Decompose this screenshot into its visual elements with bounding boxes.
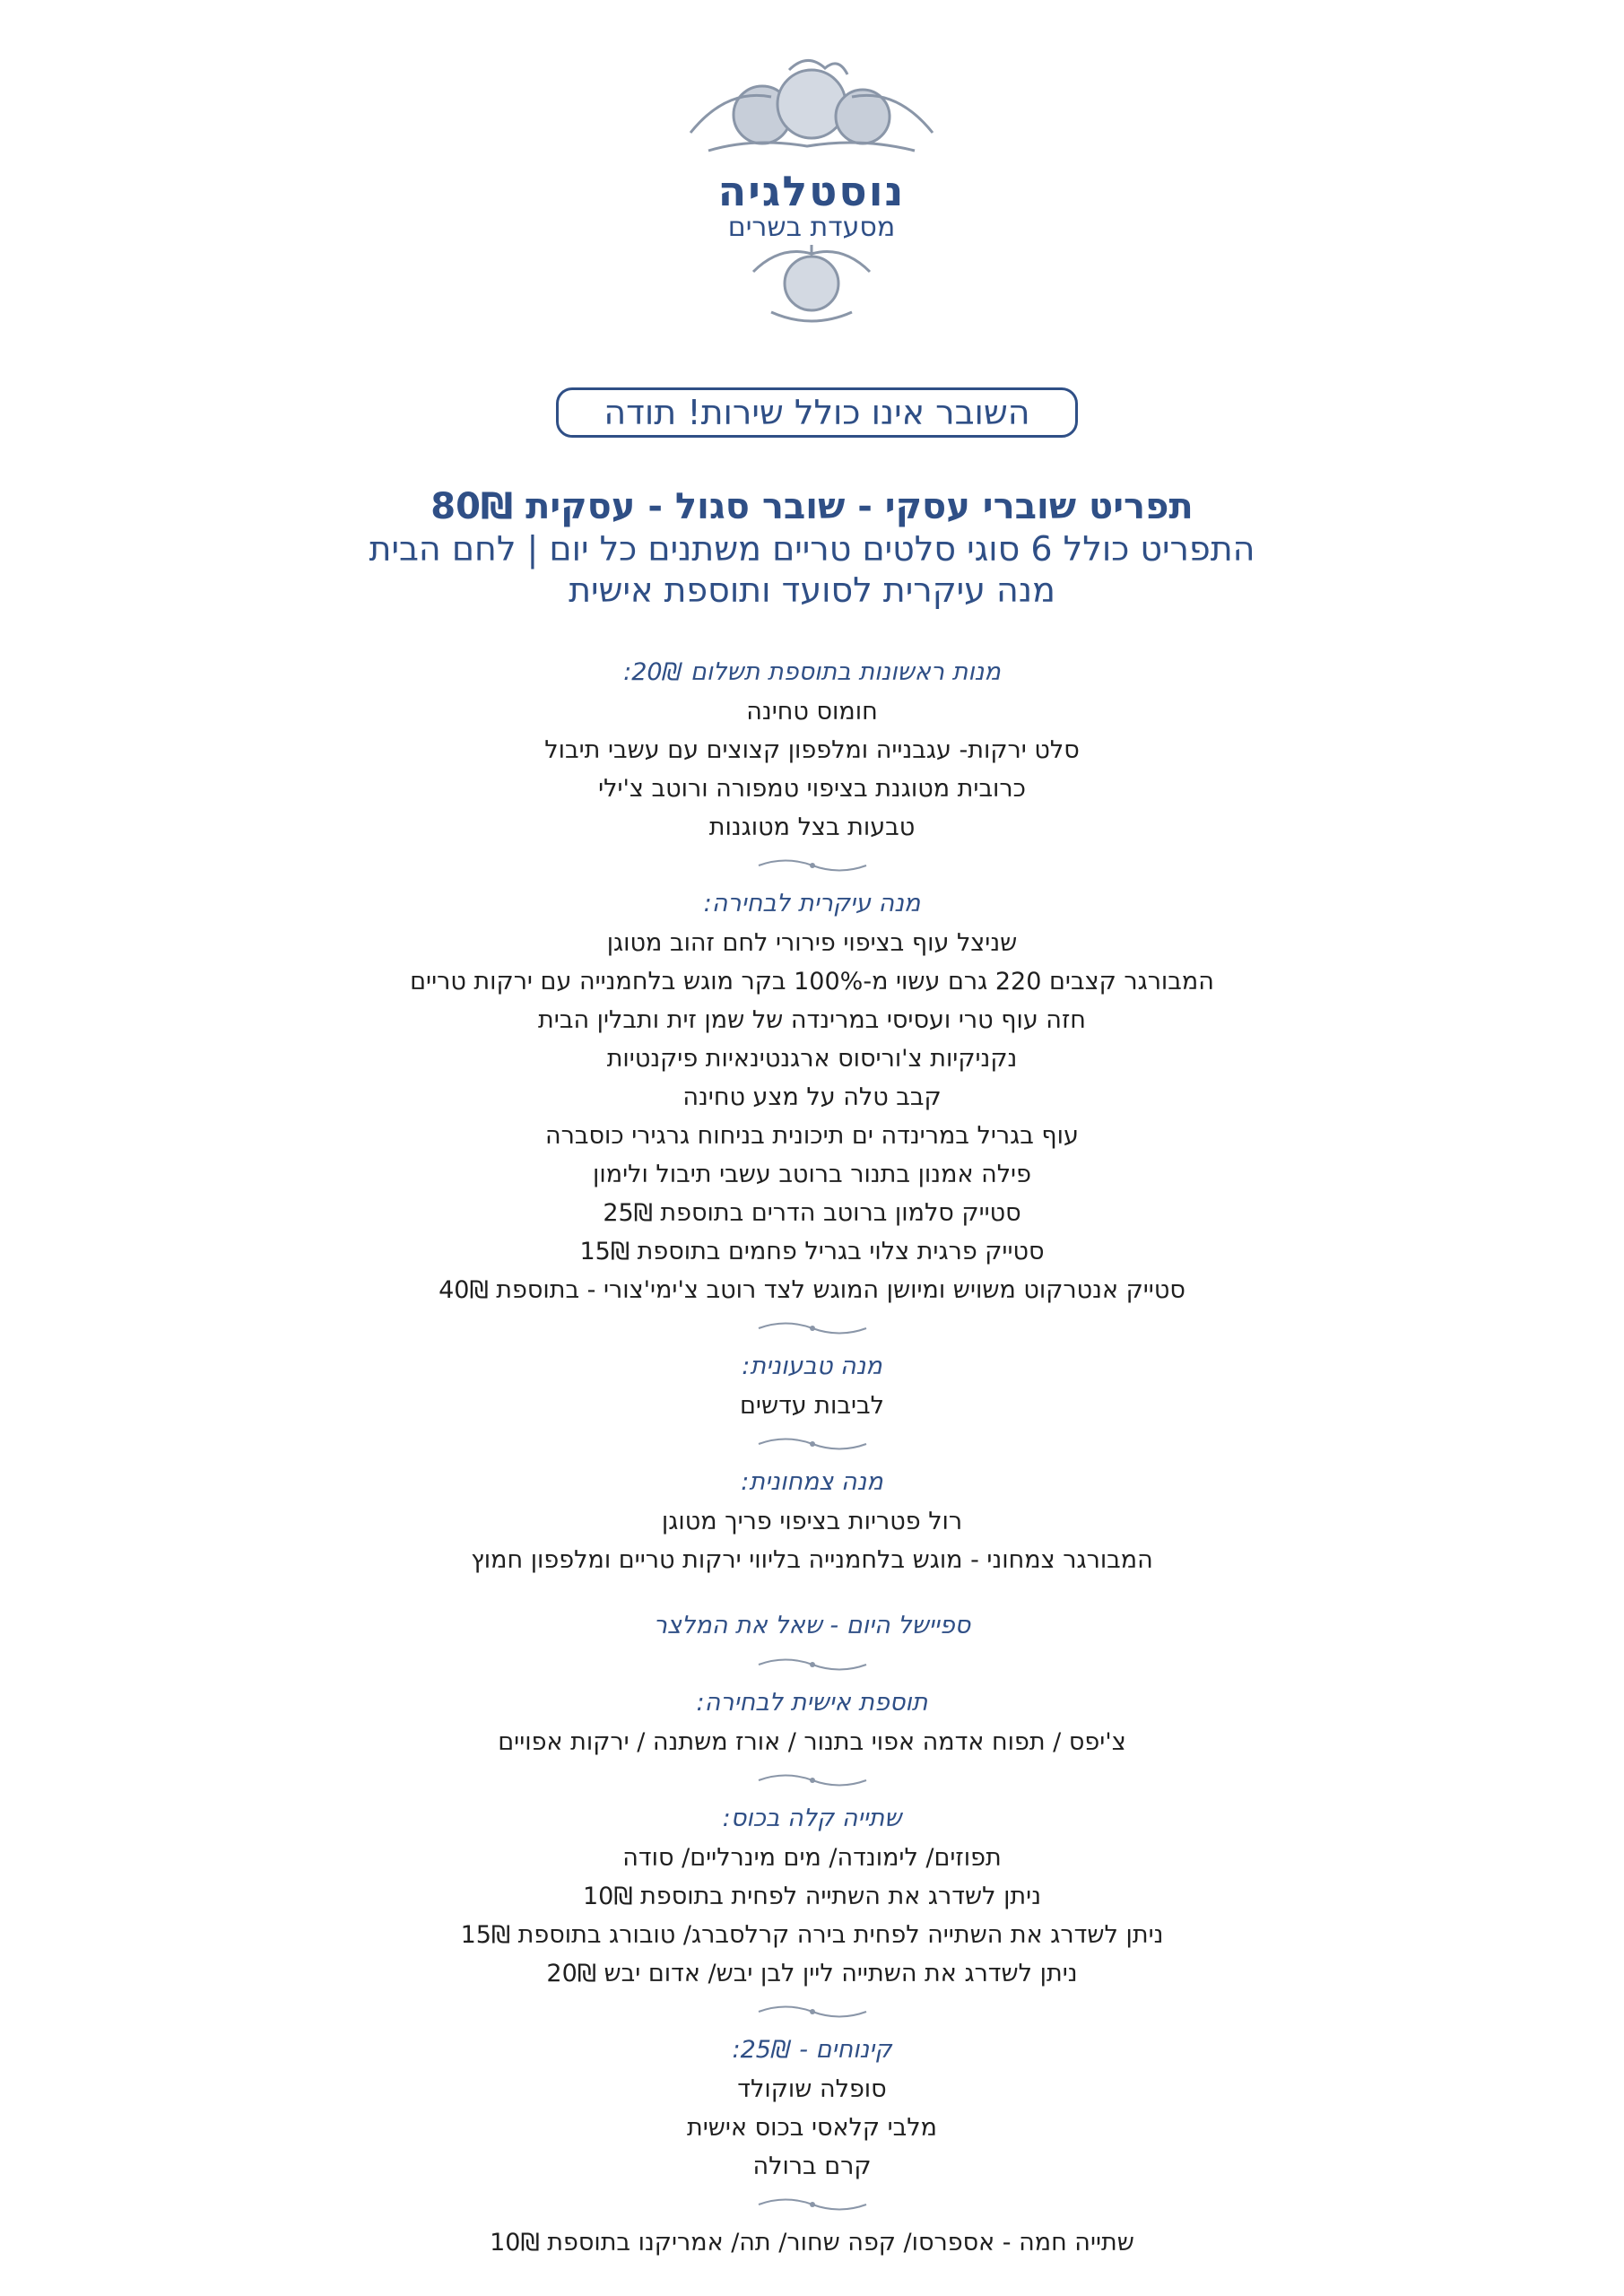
ornament-divider: [0, 2186, 1624, 2223]
menu-item: טבעות בצל מטוגנות: [708, 813, 916, 841]
brand-subtitle: מסעדת בשרים: [727, 212, 896, 243]
ornament-divider: [0, 1761, 1624, 1799]
menu-subtitle-2: מנה עיקרית לסועד ותוספת אישית: [569, 570, 1055, 610]
ornament-divider: [0, 1425, 1624, 1463]
section-title-drinks: שתייה קלה בכוס:: [722, 1805, 902, 1832]
menu-item: ניתן לשדרג את השתייה לפחית בתוספת 10₪: [582, 1883, 1042, 1910]
menu-item: רול פטריות בציפוי פריך מטוגן: [661, 1508, 963, 1535]
menu-subtitle-1: התפריט כולל 6 סוגי סלטים טריים משתנים כל יום | לחם הבית: [369, 529, 1255, 569]
menu-item: כרובית מטוגנת בציפוי טמפורה ורוטב צ'ילי: [598, 775, 1026, 803]
menu-item: המבורגר קצבים 220 גרם עשוי מ-100% בקר מוגש בלחמנייה עם ירקות טריים: [410, 968, 1214, 996]
menu-item: פילה אמנון בתנור ברוטב עשבי תיבול ולימון: [593, 1161, 1031, 1188]
hot-drinks-line: שתייה חמה - אספרסו/ קפה שחור/ תה/ אמריקנו בתוספת 10₪: [490, 2229, 1134, 2257]
menu-item: תפוזים/ לימונדה/ מים מינרליים/ סודה: [622, 1844, 1002, 1872]
ornament-divider: [0, 847, 1624, 884]
menu-body: [0, 653, 1624, 2262]
section-title-vegan: מנה טבעונית:: [742, 1352, 882, 1380]
menu-item: סלט ירקות- עגבנייה ומלפפון קצוצים עם עשבי תיבול: [544, 736, 1080, 764]
menu-title: תפריט שוברי עסקי - שובר סגול - עסקית 80₪: [430, 486, 1194, 527]
section-title-side: תוספת אישית לבחירה:: [696, 1689, 928, 1717]
spacer: [0, 1579, 1624, 1606]
brand-name: נוסטלגיה: [717, 167, 906, 215]
menu-item: עוף בגריל במרינדה ים תיכונית בניחוח גרגירי כוסברה: [545, 1122, 1079, 1150]
section-title-starters: מנות ראשונות בתוספת תשלום 20₪:: [623, 658, 1001, 686]
menu-item: קרם ברולה: [752, 2152, 872, 2180]
menu-item: ניתן לשדרג את השתייה לפחית בירה קרלסברג/ טובורג בתוספת 15₪: [460, 1921, 1164, 1949]
section-title-special: ספיישל היום - שאל את המלצר: [653, 1612, 971, 1639]
service-notice: השובר אינו כולל שירות! תודה: [556, 387, 1078, 438]
menu-item: סטייק אנטרקוט משויש ומיושן המוגש לצד רוטב צ'ימי'צורי - בתוספת 40₪: [439, 1276, 1185, 1304]
section-title-mains: מנה עיקרית לבחירה:: [703, 890, 921, 918]
menu-item: המבורגר צמחוני - מוגש בלחמנייה בליווי ירקות טריים ומלפפון חמוץ: [471, 1546, 1153, 1574]
ornament-divider: [0, 1993, 1624, 2031]
menu-item: ניתן לשדרג את השתייה ליין לבן יבש/ אדום יבש 20₪: [546, 1960, 1078, 1987]
menu-item: צ'יפס / תפוח אדמה אפוי בתנור / אורז משתנה / ירקות אפויים: [498, 1728, 1126, 1756]
menu-item: חומוס טחינה: [746, 698, 878, 726]
menu-item: סטייק פרגית צלוי בגריל פחמים בתוספת 15₪: [579, 1238, 1045, 1265]
ornament-divider: [0, 1646, 1624, 1683]
section-title-vegetarian: מנה צמחונית:: [741, 1468, 883, 1496]
menu-item: שניצל עוף בציפוי פירורי לחם זהוב מטוגן: [606, 929, 1018, 957]
menu-item: לביבות עדשים: [739, 1392, 884, 1420]
menu-item: נקניקיות צ'וריסוס ארגנטינאיות פיקנטיות: [606, 1045, 1018, 1073]
menu-item: חזה עוף טרי ועסיסי במרינדה של שמן זית ותבלין הבית: [538, 1006, 1086, 1034]
menu-item: סופלה שוקולד: [737, 2075, 887, 2103]
menu-item: סטייק סלמון ברוטב הדרים בתוספת 25₪: [603, 1199, 1021, 1227]
section-title-desserts: קינוחים - 25₪:: [732, 2036, 892, 2064]
menu-item: קבב טלה על מצע טחינה: [682, 1083, 942, 1111]
menu-item: מלבי קלאסי בכוס אישית: [687, 2114, 937, 2142]
ornament-divider: [0, 1309, 1624, 1347]
